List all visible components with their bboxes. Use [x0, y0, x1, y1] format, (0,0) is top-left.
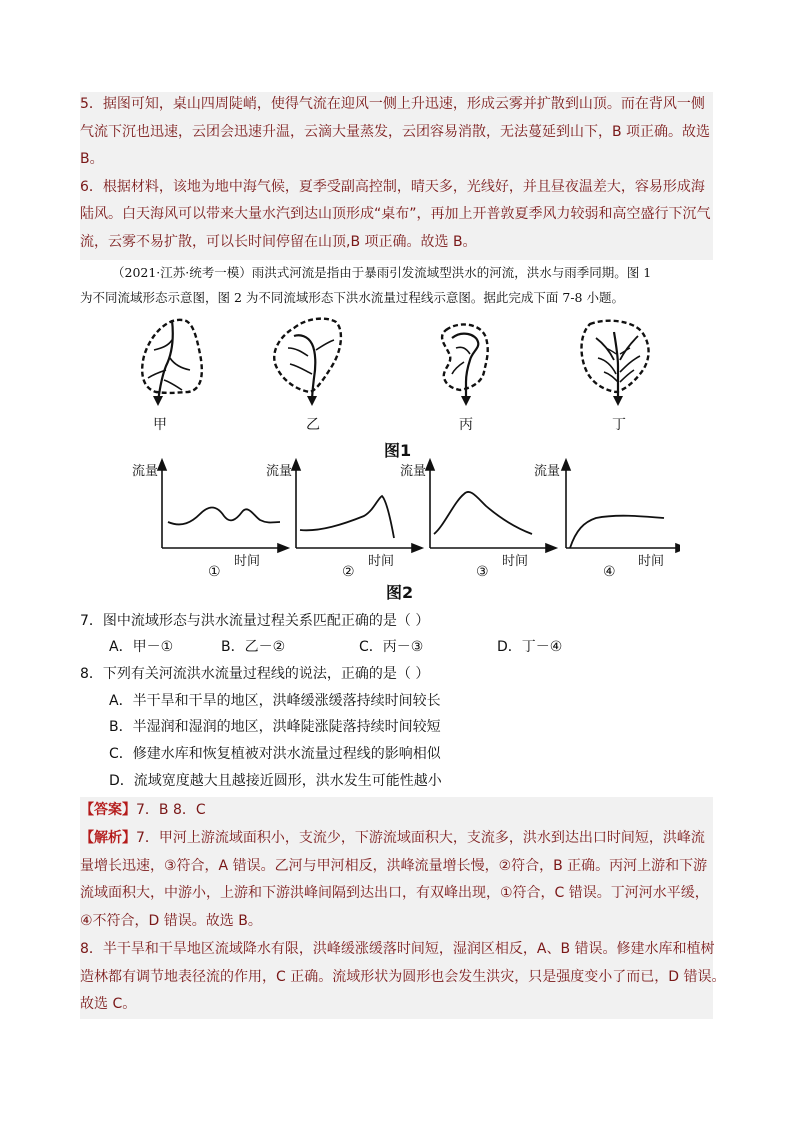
analysis-line: ④不符合，D 错误。故选 B。 [80, 913, 262, 929]
question-7-option-d: D．丁－④ [497, 639, 563, 655]
question-7-option-b: B．乙－② [221, 639, 286, 655]
y-axis-label: 流量 [534, 464, 561, 479]
question-7-option-a: A．甲－① [109, 639, 174, 655]
answer-line: 流，云雾不易扩散，可以长时间停留在山顶,B 项正确。故选 B。 [80, 234, 477, 250]
basin-label: 丁 [612, 417, 626, 433]
question-7-stem: 7．图中流域形态与洪水流量过程关系匹配正确的是（ ） [80, 613, 430, 629]
analysis-line: 量增长迅速，③符合，A 错误。乙河与甲河相反，洪峰流量增长慢，②符合，B 正确。丙河上游和下游 [80, 858, 708, 874]
hydrograph-curve-3 [434, 492, 532, 534]
figure-1-title: 图1 [384, 441, 412, 460]
basin-bing [442, 324, 488, 402]
basin-label: 乙 [306, 417, 320, 433]
panel-number: ① [208, 564, 221, 580]
hydrograph-curve-1 [168, 508, 280, 525]
basin-label: 丙 [459, 417, 473, 433]
answer-line: B。 [80, 151, 104, 167]
answer-text: 7．B 8．C [136, 802, 206, 818]
question-8-option-a: A．半干旱和干旱的地区，洪峰缓涨缓落持续时间较长 [109, 693, 441, 709]
question-8-option-b: B．半湿润和湿润的地区，洪峰陡涨陡落持续时间较短 [109, 719, 441, 735]
question-8-stem: 8．下列有关河流洪水流量过程线的说法，正确的是（ ） [80, 666, 430, 682]
question-8-option-c: C．修建水库和恢复植被对洪水流量过程线的影响相似 [109, 746, 441, 762]
basin-ding [582, 321, 649, 402]
analysis-text: 7．甲河上游流域面积小，支流少，下游流域面积大，支流多，洪水到达出口时间短，洪峰流 [136, 830, 705, 846]
analysis-line: 造林都有调节地表径流的作用，C 正确。流域形状为圆形也会发生洪灾，只是强度变小了而已，D 错误。 [80, 969, 726, 985]
answer-line: 5．据图可知，桌山四周陡峭，使得气流在迎风一侧上升迅速，形成云雾并扩散到山顶。而在背风一侧 [80, 96, 705, 112]
x-axis-label: 时间 [368, 554, 395, 569]
answer-line [80, 801, 206, 819]
intro-line-2: 为不同流域形态示意图，图 2 为不同流域形态下洪水流量过程线示意图。据此完成下面 7-8 小题。 [80, 290, 624, 305]
analysis-line: 8．半干旱和干旱地区流域降水有限，洪峰缓涨缓落时间短，湿润区相反，A、B 错误。修建水库和植树 [80, 941, 715, 957]
question-8-option-d: D．流域宽度越大且越接近圆形，洪水发生可能性越小 [109, 773, 442, 789]
basin-label: 甲 [153, 417, 167, 433]
basin-yi [274, 319, 341, 402]
answer-line: 陆风。白天海风可以带来大量水汽到达山顶形成“桌布”，再加上开普敦夏季风力较弱和高空盛行下沉气 [80, 206, 711, 222]
figure-2-title: 图2 [386, 583, 414, 602]
question-7-option-c: C．丙－③ [359, 639, 424, 655]
analysis-line: 流域面积大，中游小，上游和下游洪峰间隔到达出口，有双峰出现，①符合，C 错误。丁河河水平缓， [80, 885, 709, 901]
x-axis-label: 时间 [502, 554, 529, 569]
basin-jia [142, 320, 202, 402]
hydrograph-curve-2 [300, 496, 394, 538]
intro-line-1: （2021·江苏·统考一模）雨洪式河流是指由于暴雨引发流域型洪水的河流，洪水与雨季同期。图 1 [112, 265, 652, 280]
figure-1-basin-shapes [120, 308, 680, 458]
answer-tag: 【答案】 [80, 802, 136, 818]
analysis-line [80, 829, 705, 847]
y-axis-label: 流量 [400, 464, 427, 479]
answer-line: 气流下沉也迅速，云团会迅速升温，云滴大量蒸发，云团容易消散，无法蔓延到山下，B 项正确。故选 [80, 124, 711, 140]
y-axis-label: 流量 [132, 464, 159, 479]
x-axis-label: 时间 [234, 554, 261, 569]
panel-number: ② [342, 564, 355, 580]
panel-number: ③ [476, 564, 489, 580]
analysis-line: 故选 C。 [80, 996, 137, 1012]
hydrograph-curve-4 [570, 516, 664, 548]
panel-number: ④ [603, 564, 616, 580]
y-axis-label: 流量 [266, 464, 293, 479]
x-axis-label: 时间 [638, 554, 665, 569]
answer-line: 6．根据材料，该地为地中海气候，夏季受副高控制，晴天多，光线好，并且昼夜温差大，容易形成海 [80, 179, 705, 195]
analysis-tag: 【解析】 [80, 830, 136, 846]
